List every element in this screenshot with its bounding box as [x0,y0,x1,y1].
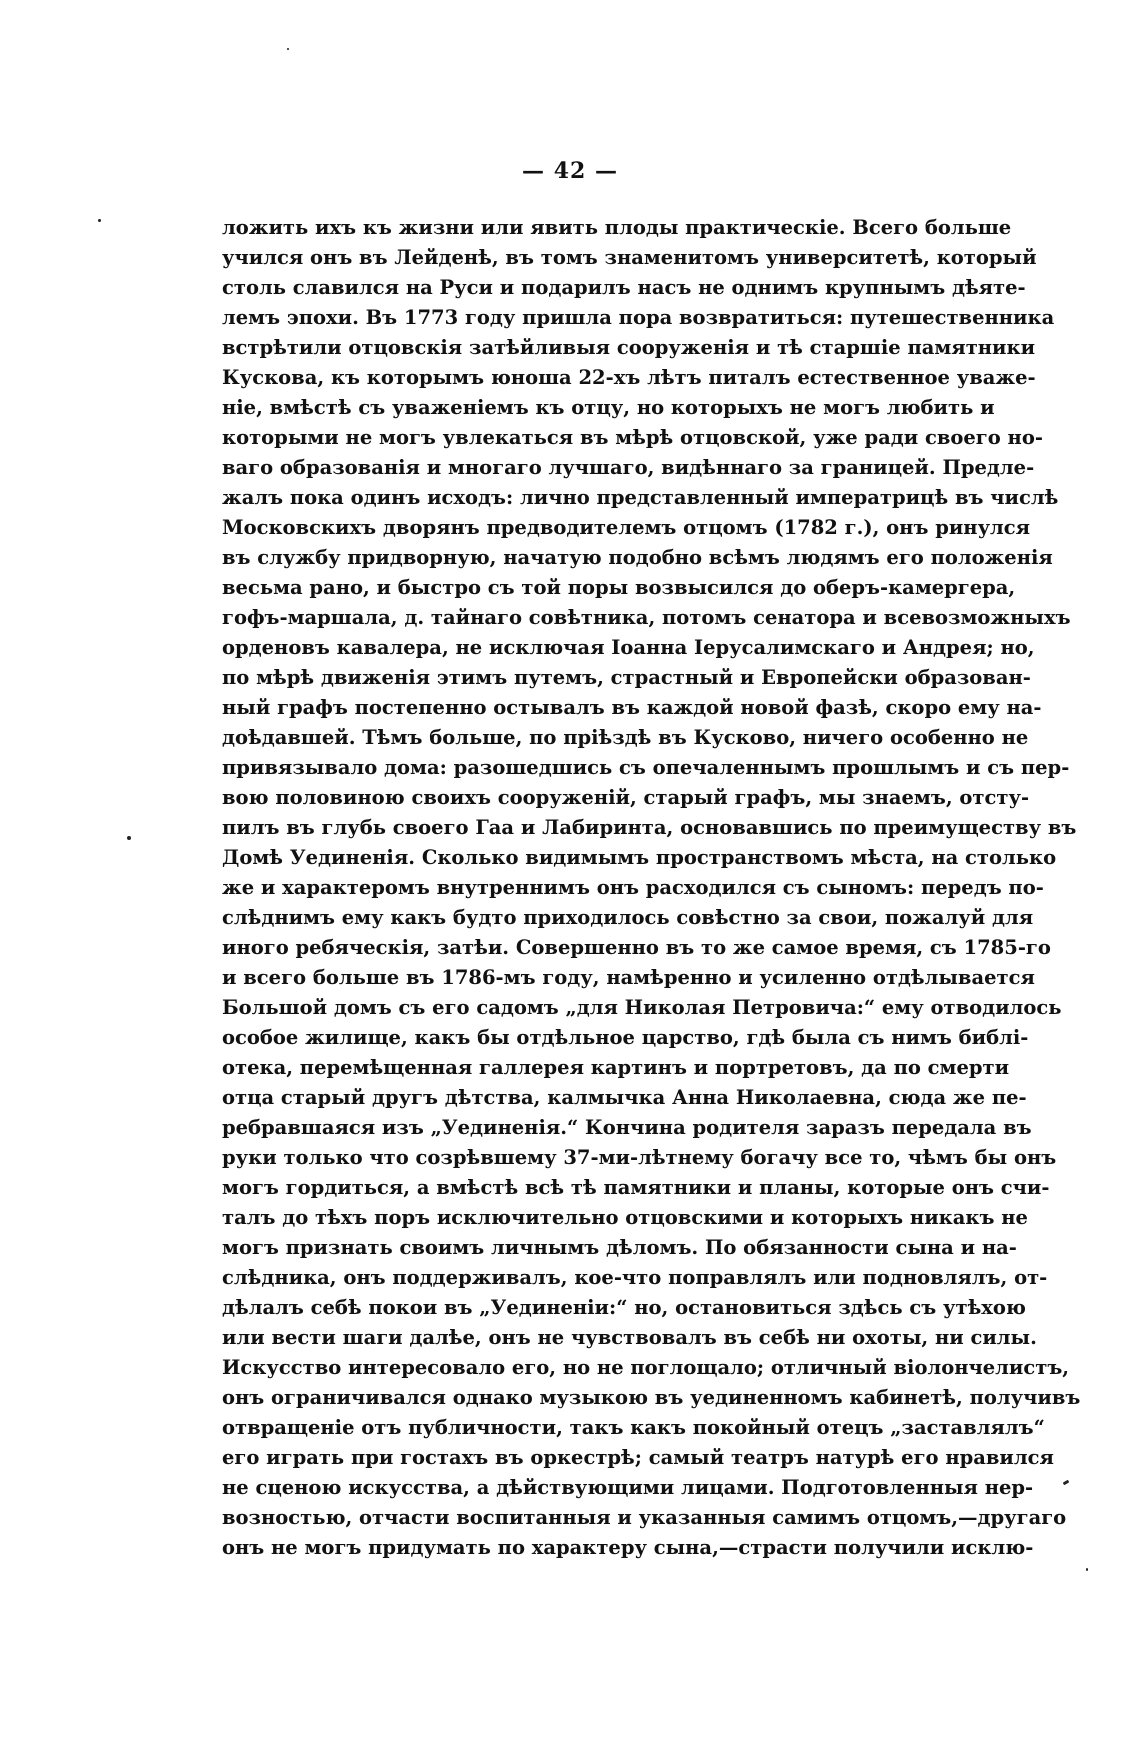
text-line: или вести шаги далѣе, онъ не чувствовалъ въ себѣ ни охоты, ни силы. [222,1326,1037,1349]
text-line: ложить ихъ къ жизни или явить плоды практическіе. Всего больше [222,216,1012,239]
text-line: жалъ пока одинъ исходъ: лично представленный императрицѣ въ числѣ [222,486,1059,509]
text-line: талъ до тѣхъ поръ исключительно отцовскими и которыхъ никакъ не [222,1206,1028,1229]
text-line: же и характеромъ внутреннимъ онъ расходился съ сыномъ: передъ по- [222,876,1044,899]
body-text [222,213,1081,1563]
text-line: отца старый другъ дѣтства, калмычка Анна Николаевна, сюда же пе- [222,1086,1027,1109]
text-line: руки только что созрѣвшему 37-ми-лѣтнему богачу все то, чѣмъ бы онъ [222,1146,1057,1169]
text-line: отвращеніе отъ публичности, такъ какъ покойный отецъ „заставлялъ“ [222,1416,1045,1439]
text-line: онъ ограничивался однако музыкою въ уединенномъ кабинетѣ, получивъ [222,1386,1081,1409]
text-line: въ службу придворную, начатую подобно всѣмъ людямъ его положенія [222,546,1053,569]
text-line: орденовъ кавалера, не исключая Іоанна Іерусалимскаго и Андрея; но, [222,636,1035,659]
text-line: вою половиною своихъ сооруженій, старый графъ, мы знаемъ, отсту- [222,786,1030,809]
text-line: онъ не могъ придумать по характеру сына,—страсти получили исклю- [222,1536,1034,1559]
text-line: гофъ-маршала, д. тайнаго совѣтника, потомъ сенатора и всевозможныхъ [222,606,1071,629]
text-line: учился онъ въ Лейденѣ, въ томъ знаменитомъ университетѣ, который [222,246,1037,269]
text-line: иного ребяческія, затѣи. Совершенно въ то же самое время, съ 1785-го [222,936,1051,959]
scan-speck [287,48,289,50]
text-line: встрѣтили отцовскія затѣйливыя сооруженія и тѣ старшіе памятники [222,336,1036,359]
text-line: возностью, отчасти воспитанныя и указанныя самимъ отцомъ,—другаго [222,1506,1067,1529]
text-line: которыми не могъ увлекаться въ мѣрѣ отцовской, уже ради своего но- [222,426,1043,449]
text-line: особое жилище, какъ бы отдѣльное царство, гдѣ была съ нимъ библі- [222,1026,1029,1049]
text-line: ный графъ постепенно остывалъ въ каждой новой фазѣ, скоро ему на- [222,696,1042,719]
page-number: — 42 — [522,158,618,184]
text-line: дѣлалъ себѣ покои въ „Уединеніи:“ но, остановиться здѣсь съ утѣхою [222,1296,1026,1319]
scan-speck [98,219,101,222]
text-line: его играть при гостахъ въ оркестрѣ; самый театръ натурѣ его нравился [222,1446,1054,1469]
text-line: слѣднимъ ему какъ будто приходилось совѣстно за свои, пожалуй для [222,906,1034,929]
text-line: столь славился на Руси и подарилъ насъ не однимъ крупнымъ дѣяте- [222,276,1026,299]
text-line: слѣдника, онъ поддерживалъ, кое-что поправлялъ или подновлялъ, от- [222,1266,1048,1289]
text-line: ребравшаяся изъ „Уединенія.“ Кончина родителя заразъ передала въ [222,1116,1032,1139]
text-line: ніе, вмѣстѣ съ уваженіемъ къ отцу, но которыхъ не могъ любить и [222,396,995,419]
text-line: отека, перемѣщенная галлерея картинъ и портретовъ, да по смерти [222,1056,1010,1079]
text-line: могъ признать своимъ личнымъ дѣломъ. По обязанности сына и на- [222,1236,1017,1259]
text-line: не сценою искусства, а дѣйствующими лицами. Подготовленныя нер- [222,1476,1034,1499]
scan-speck [127,836,131,840]
text-line: весьма рано, и быстро съ той поры возвысился до оберъ-камергера, [222,576,1016,599]
text-line: Домѣ Уединенія. Сколько видимымъ пространствомъ мѣста, на столько [222,846,1057,869]
text-line: Искусство интересовало его, но не поглощало; отличный віолончелистъ, [222,1356,1070,1379]
text-line: привязывало дома: разошедшись съ опечаленнымъ прошлымъ и съ пер- [222,756,1070,779]
text-line: Кускова, къ которымъ юноша 22-хъ лѣтъ питалъ естественное уваже- [222,366,1036,389]
text-line: лемъ эпохи. Въ 1773 году пришла пора возвратиться: путешественника [222,306,1055,329]
text-line: доѣдавшей. Тѣмъ больше, по пріѣздѣ въ Кусково, ничего особенно не [222,726,1029,749]
text-line: Московскихъ дворянъ предводителемъ отцомъ (1782 г.), онъ ринулся [222,516,1031,539]
text-line: Большой домъ съ его садомъ „для Николая Петровича:“ ему отводилось [222,996,1062,1019]
text-line: пилъ въ глубь своего Гаа и Лабиринта, основавшись по преимуществу въ [222,816,1077,839]
text-line: могъ гордиться, а вмѣстѣ всѣ тѣ памятники и планы, которые онъ счи- [222,1176,1050,1199]
scan-speck [1086,1568,1088,1571]
text-line: и всего больше въ 1786-мъ году, намѣренно и усиленно отдѣлывается [222,966,1035,989]
text-line: по мѣрѣ движенія этимъ путемъ, страстный и Европейски образован- [222,666,1031,689]
text-line: ваго образованія и многаго лучшаго, видѣннаго за границей. Предле- [222,456,1035,479]
scan-speck [1063,1480,1070,1486]
